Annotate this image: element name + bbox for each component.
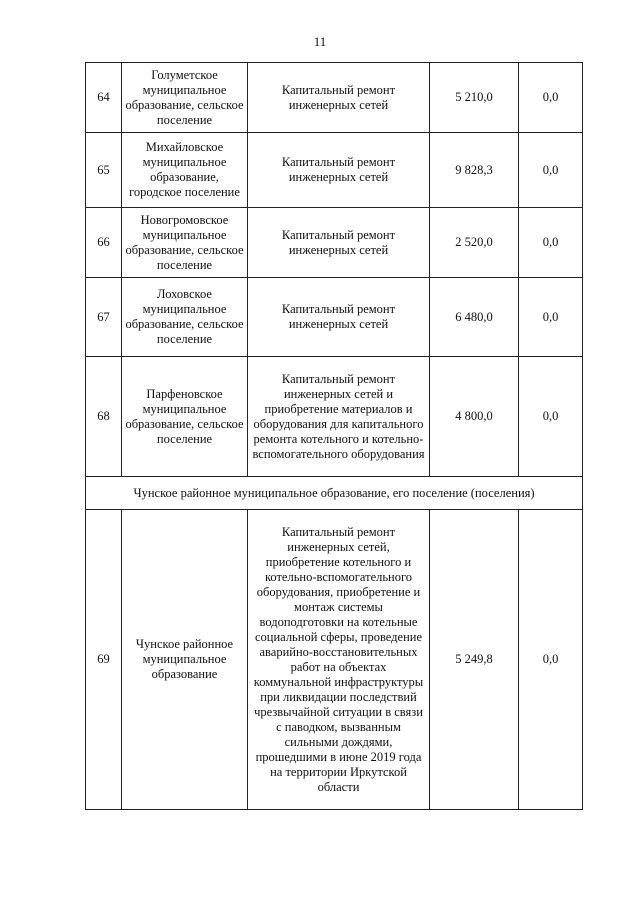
value-cell: 0,0 bbox=[519, 357, 583, 477]
table-row bbox=[86, 278, 583, 357]
row-number: 67 bbox=[86, 278, 122, 357]
amount-cell: 9 828,3 bbox=[430, 133, 519, 208]
municipality-cell: Лоховское муниципальное образование, сельское поселение bbox=[122, 278, 248, 357]
value-cell: 0,0 bbox=[519, 63, 583, 133]
table-row bbox=[86, 357, 583, 477]
municipality-cell: Михайловское муниципальное образование, городское поселение bbox=[122, 133, 248, 208]
value-cell: 0,0 bbox=[519, 208, 583, 278]
amount-cell: 4 800,0 bbox=[430, 357, 519, 477]
row-number: 64 bbox=[86, 63, 122, 133]
page-number: 11 bbox=[313, 34, 327, 49]
row-number: 66 bbox=[86, 208, 122, 278]
work-description-cell: Капитальный ремонт инженерных сетей bbox=[248, 278, 430, 357]
municipality-cell: Парфеновское муниципальное образование, сельское поселение bbox=[122, 357, 248, 477]
row-number: 69 bbox=[86, 510, 122, 810]
allocation-table bbox=[85, 62, 583, 810]
work-description-cell: Капитальный ремонт инженерных сетей bbox=[248, 63, 430, 133]
amount-cell: 2 520,0 bbox=[430, 208, 519, 278]
section-heading: Чунское районное муниципальное образование, его поселение (поселения) bbox=[86, 477, 583, 510]
work-description-cell: Капитальный ремонт инженерных сетей и приобретение материалов и оборудования для капитального ремонта котельного и котельно-вспомогательного оборудования bbox=[248, 357, 430, 477]
row-number: 65 bbox=[86, 133, 122, 208]
value-cell: 0,0 bbox=[519, 510, 583, 810]
table-row bbox=[86, 133, 583, 208]
table-row bbox=[86, 510, 583, 810]
value-cell: 0,0 bbox=[519, 278, 583, 357]
amount-cell: 5 249,8 bbox=[430, 510, 519, 810]
amount-cell: 6 480,0 bbox=[430, 278, 519, 357]
table-row bbox=[86, 208, 583, 278]
work-description-cell: Капитальный ремонт инженерных сетей bbox=[248, 208, 430, 278]
municipality-cell: Чунское районное муниципальное образование bbox=[122, 510, 248, 810]
municipality-cell: Новогромовское муниципальное образование, сельское поселение bbox=[122, 208, 248, 278]
municipality-cell: Голуметское муниципальное образование, сельское поселение bbox=[122, 63, 248, 133]
work-description-cell: Капитальный ремонт инженерных сетей bbox=[248, 133, 430, 208]
amount-cell: 5 210,0 bbox=[430, 63, 519, 133]
table-row bbox=[86, 63, 583, 133]
section-heading-row bbox=[86, 477, 583, 510]
work-description-cell: Капитальный ремонт инженерных сетей, приобретение котельного и котельно-вспомогательного оборудования, приобретение и монтаж системы водоподготовки на котельные социальной сферы, проведение аварийно-восстановительных работ на объектах коммунальной инфраструктуры при ликвидации последствий чрезвычайной ситуации в связи с паводком, вызванным сильными дождями, прошедшими в июне 2019 года на территории Иркутской области bbox=[248, 510, 430, 810]
row-number: 68 bbox=[86, 357, 122, 477]
value-cell: 0,0 bbox=[519, 133, 583, 208]
